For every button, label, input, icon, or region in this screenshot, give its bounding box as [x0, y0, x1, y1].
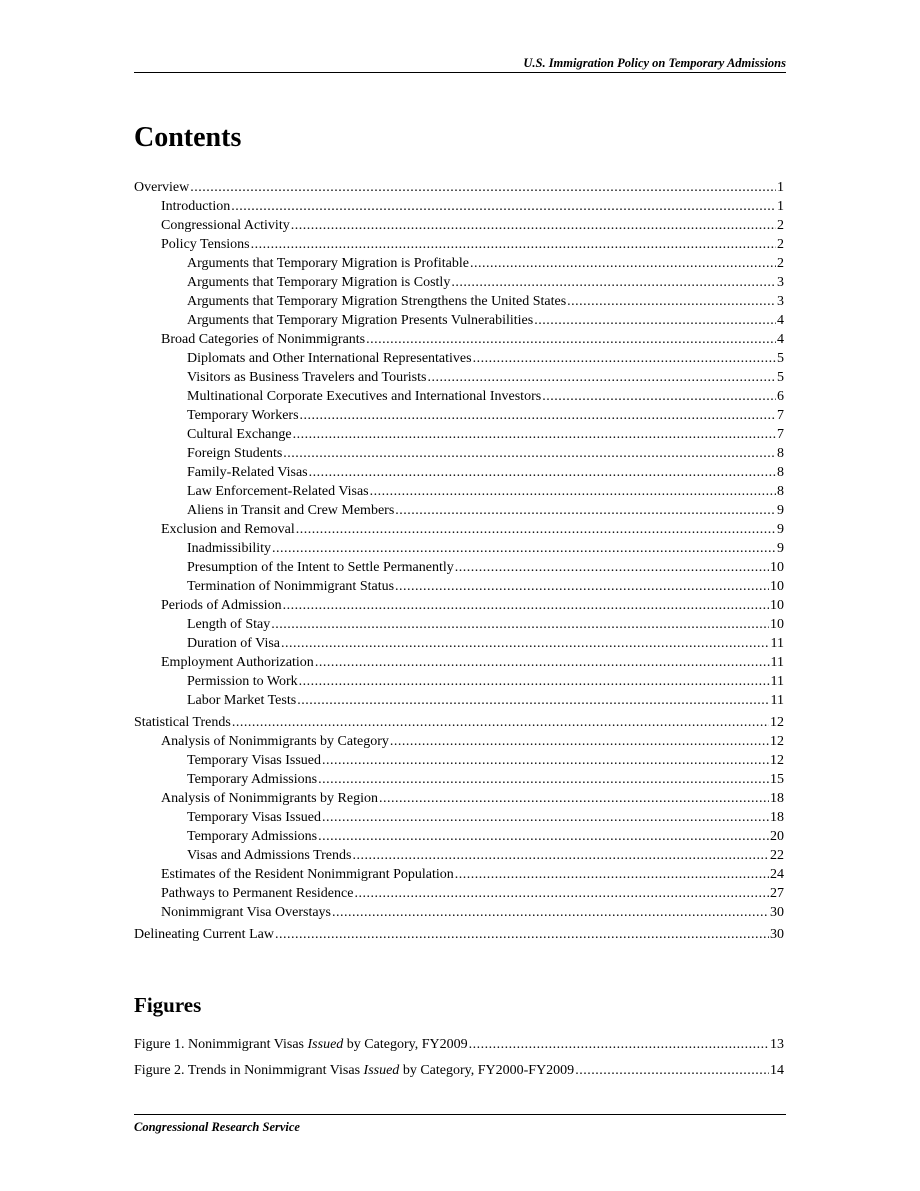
- toc-entry[interactable]: [134, 216, 784, 235]
- toc-entry-title: Analysis of Nonimmigrants by Region: [161, 791, 378, 806]
- toc-entry-title: Foreign Students: [187, 446, 283, 461]
- toc-entry[interactable]: [134, 751, 784, 770]
- toc-entry[interactable]: [134, 349, 784, 368]
- dot-leader: [575, 1058, 769, 1084]
- toc-entry-title: Aliens in Transit and Crew Members: [187, 503, 395, 518]
- dot-leader: [473, 349, 776, 368]
- toc-entry-page: 8: [777, 484, 784, 499]
- toc-entry[interactable]: [134, 789, 784, 808]
- toc-entry-page: 24: [770, 867, 784, 882]
- toc-entry[interactable]: [134, 846, 784, 865]
- toc-entry-title: Multinational Corporate Executives and International Investors: [187, 389, 542, 404]
- toc-entry-page: 2: [777, 256, 784, 271]
- toc-entry[interactable]: [134, 178, 784, 197]
- toc-entry[interactable]: [134, 691, 784, 710]
- toc-entry-title: Permission to Work: [187, 674, 298, 689]
- toc-entry[interactable]: [134, 672, 784, 691]
- toc-entry-page: 3: [777, 275, 784, 290]
- dot-leader: [379, 789, 769, 808]
- toc-entry[interactable]: [134, 501, 784, 520]
- dot-leader: [390, 732, 769, 751]
- toc-entry-page: 20: [770, 829, 784, 844]
- toc-entry[interactable]: [134, 311, 784, 330]
- toc-entry-page: 22: [770, 848, 784, 863]
- toc-entry-title: Family-Related Visas: [187, 465, 308, 480]
- dot-leader: [299, 672, 770, 691]
- toc-entry-title: Presumption of the Intent to Settle Permanently: [187, 560, 454, 575]
- toc-entry-page: 7: [777, 427, 784, 442]
- toc-entry[interactable]: [134, 558, 784, 577]
- toc-entry[interactable]: [134, 254, 784, 273]
- header-rule: [134, 72, 786, 73]
- figures-heading: Figures: [134, 993, 202, 1017]
- dot-leader: [470, 254, 776, 273]
- dot-leader: [354, 884, 769, 903]
- dot-leader: [455, 558, 769, 577]
- toc-entry[interactable]: [134, 444, 784, 463]
- toc-entry[interactable]: [134, 330, 784, 349]
- dot-leader: [455, 865, 769, 884]
- toc-entry[interactable]: [134, 653, 784, 672]
- dot-leader: [427, 368, 776, 387]
- toc-entry-title: Duration of Visa: [187, 636, 280, 651]
- dot-leader: [251, 235, 776, 254]
- toc-entry[interactable]: [134, 406, 784, 425]
- toc-entry-page: 1: [777, 199, 784, 214]
- dot-leader: [293, 425, 776, 444]
- toc-entry[interactable]: [134, 865, 784, 884]
- running-footer: Congressional Research Service: [134, 1120, 300, 1134]
- toc-entry-page: 8: [777, 465, 784, 480]
- figure-entry-title: [134, 1058, 574, 1084]
- toc-entry-title: Labor Market Tests: [187, 693, 297, 708]
- figure-title-emphasis: Issued: [363, 1063, 400, 1078]
- toc-entry[interactable]: [134, 827, 784, 846]
- toc-entry[interactable]: [134, 884, 784, 903]
- toc-entry[interactable]: [134, 770, 784, 789]
- toc-entry-title: Temporary Admissions: [187, 772, 318, 787]
- dot-leader: [232, 713, 769, 732]
- toc-entry[interactable]: [134, 713, 784, 732]
- toc-entry-title: Introduction: [161, 199, 231, 214]
- dot-leader: [366, 330, 776, 349]
- list-of-figures: [134, 1032, 784, 1084]
- toc-entry-title: Analysis of Nonimmigrants by Category: [161, 734, 389, 749]
- toc-entry-page: 10: [770, 598, 784, 613]
- toc-entry-page: 10: [770, 560, 784, 575]
- dot-leader: [275, 925, 769, 944]
- toc-entry[interactable]: [134, 425, 784, 444]
- toc-entry-page: 4: [777, 332, 784, 347]
- dot-leader: [318, 827, 769, 846]
- dot-leader: [469, 1032, 769, 1058]
- figure-entry[interactable]: [134, 1058, 784, 1084]
- toc-entry-page: 9: [777, 503, 784, 518]
- figure-title-prefix: Figure 2. Trends in Nonimmigrant Visas: [134, 1063, 364, 1078]
- toc-entry[interactable]: [134, 732, 784, 751]
- toc-entry-page: 3: [777, 294, 784, 309]
- toc-entry-page: 12: [770, 715, 784, 730]
- toc-entry-page: 8: [777, 446, 784, 461]
- figure-entry-title: [134, 1032, 468, 1058]
- dot-leader: [451, 273, 776, 292]
- dot-leader: [272, 539, 776, 558]
- toc-entry-title: Statistical Trends: [134, 715, 231, 730]
- figure-entry-page: 14: [770, 1063, 784, 1078]
- dot-leader: [309, 463, 776, 482]
- toc-entry[interactable]: [134, 903, 784, 922]
- toc-entry-page: 6: [777, 389, 784, 404]
- dot-leader: [567, 292, 776, 311]
- dot-leader: [315, 653, 770, 672]
- toc-entry-title: Nonimmigrant Visa Overstays: [161, 905, 331, 920]
- toc-entry-page: 12: [770, 753, 784, 768]
- toc-entry[interactable]: [134, 520, 784, 539]
- toc-entry[interactable]: [134, 808, 784, 827]
- dot-leader: [395, 577, 769, 596]
- toc-entry-title: Inadmissibility: [187, 541, 271, 556]
- toc-entry-title: Cultural Exchange: [187, 427, 292, 442]
- toc-entry-title: Visas and Admissions Trends: [187, 848, 352, 863]
- contents-heading: Contents: [134, 122, 242, 153]
- dot-leader: [190, 178, 776, 197]
- figure-title-emphasis: Issued: [307, 1037, 344, 1052]
- toc-entry-page: 9: [777, 522, 784, 537]
- toc-entry-title: Arguments that Temporary Migration is Costly: [187, 275, 451, 290]
- toc-entry-page: 5: [777, 351, 784, 366]
- toc-entry-title: Temporary Visas Issued: [187, 753, 322, 768]
- dot-leader: [281, 634, 770, 653]
- figure-title-suffix: by Category, FY2009: [343, 1037, 468, 1052]
- toc-entry[interactable]: [134, 596, 784, 615]
- toc-entry-page: 2: [777, 237, 784, 252]
- toc-entry-page: 12: [770, 734, 784, 749]
- toc-entry[interactable]: [134, 292, 784, 311]
- toc-entry-title: Estimates of the Resident Nonimmigrant Population: [161, 867, 454, 882]
- toc-entry[interactable]: [134, 235, 784, 254]
- dot-leader: [291, 216, 776, 235]
- dot-leader: [542, 387, 776, 406]
- toc-entry[interactable]: [134, 634, 784, 653]
- dot-leader: [322, 808, 769, 827]
- dot-leader: [395, 501, 776, 520]
- dot-leader: [283, 444, 776, 463]
- toc-entry-title: Pathways to Permanent Residence: [161, 886, 354, 901]
- toc-entry-title: Exclusion and Removal: [161, 522, 295, 537]
- toc-entry-page: 10: [770, 617, 784, 632]
- toc-entry[interactable]: [134, 368, 784, 387]
- toc-entry[interactable]: [134, 463, 784, 482]
- toc-entry-page: 30: [770, 927, 784, 942]
- toc-entry[interactable]: [134, 387, 784, 406]
- toc-entry-title: Arguments that Temporary Migration Strengthens the United States: [187, 294, 567, 309]
- toc-entry-page: 4: [777, 313, 784, 328]
- toc-entry-page: 10: [770, 579, 784, 594]
- dot-leader: [297, 691, 769, 710]
- toc-entry-page: 9: [777, 541, 784, 556]
- toc-entry-title: Policy Tensions: [161, 237, 250, 252]
- toc-entry-title: Arguments that Temporary Migration Presents Vulnerabilities: [187, 313, 534, 328]
- toc-entry-title: Overview: [134, 180, 190, 195]
- toc-entry[interactable]: [134, 482, 784, 501]
- dot-leader: [283, 596, 769, 615]
- toc-entry-title: Delineating Current Law: [134, 927, 274, 942]
- toc-entry-page: 7: [777, 408, 784, 423]
- toc-entry-page: 11: [770, 636, 784, 651]
- toc-entry-page: 5: [777, 370, 784, 385]
- footer-rule: [134, 1114, 786, 1115]
- toc-entry-title: Congressional Activity: [161, 218, 290, 233]
- toc-entry[interactable]: [134, 615, 784, 634]
- figure-entry[interactable]: [134, 1032, 784, 1058]
- figure-entry-page: 13: [770, 1037, 784, 1052]
- toc-entry-title: Periods of Admission: [161, 598, 282, 613]
- running-header: U.S. Immigration Policy on Temporary Admissions: [523, 56, 786, 70]
- dot-leader: [296, 520, 776, 539]
- dot-leader: [322, 751, 769, 770]
- toc-entry[interactable]: [134, 539, 784, 558]
- toc-entry-title: Employment Authorization: [161, 655, 314, 670]
- table-of-contents: [134, 178, 784, 944]
- figure-title-prefix: Figure 1. Nonimmigrant Visas: [134, 1037, 308, 1052]
- toc-entry-title: Temporary Visas Issued: [187, 810, 322, 825]
- figure-title-suffix: by Category, FY2000-FY2009: [399, 1063, 575, 1078]
- toc-entry-page: 11: [770, 655, 784, 670]
- toc-entry-page: 2: [777, 218, 784, 233]
- toc-entry-page: 27: [770, 886, 784, 901]
- toc-entry-title: Law Enforcement-Related Visas: [187, 484, 369, 499]
- dot-leader: [300, 406, 776, 425]
- toc-entry[interactable]: [134, 577, 784, 596]
- toc-entry-page: 11: [770, 693, 784, 708]
- toc-entry-page: 18: [770, 791, 784, 806]
- toc-entry-title: Arguments that Temporary Migration is Profitable: [187, 256, 469, 271]
- toc-entry-title: Broad Categories of Nonimmigrants: [161, 332, 366, 347]
- dot-leader: [318, 770, 769, 789]
- dot-leader: [231, 197, 776, 216]
- dot-leader: [332, 903, 769, 922]
- toc-entry-title: Temporary Workers: [187, 408, 299, 423]
- toc-entry-page: 11: [770, 674, 784, 689]
- toc-entry-title: Length of Stay: [187, 617, 271, 632]
- toc-entry-page: 18: [770, 810, 784, 825]
- dot-leader: [370, 482, 776, 501]
- toc-entry-page: 1: [777, 180, 784, 195]
- dot-leader: [534, 311, 776, 330]
- toc-entry[interactable]: [134, 273, 784, 292]
- toc-entry-title: Termination of Nonimmigrant Status: [187, 579, 395, 594]
- toc-entry-title: Visitors as Business Travelers and Tourists: [187, 370, 427, 385]
- dot-leader: [352, 846, 769, 865]
- dot-leader: [271, 615, 769, 634]
- toc-entry[interactable]: [134, 925, 784, 944]
- toc-entry-page: 30: [770, 905, 784, 920]
- toc-entry-title: Temporary Admissions: [187, 829, 318, 844]
- toc-entry-title: Diplomats and Other International Representatives: [187, 351, 472, 366]
- toc-entry-page: 15: [770, 772, 784, 787]
- toc-entry[interactable]: [134, 197, 784, 216]
